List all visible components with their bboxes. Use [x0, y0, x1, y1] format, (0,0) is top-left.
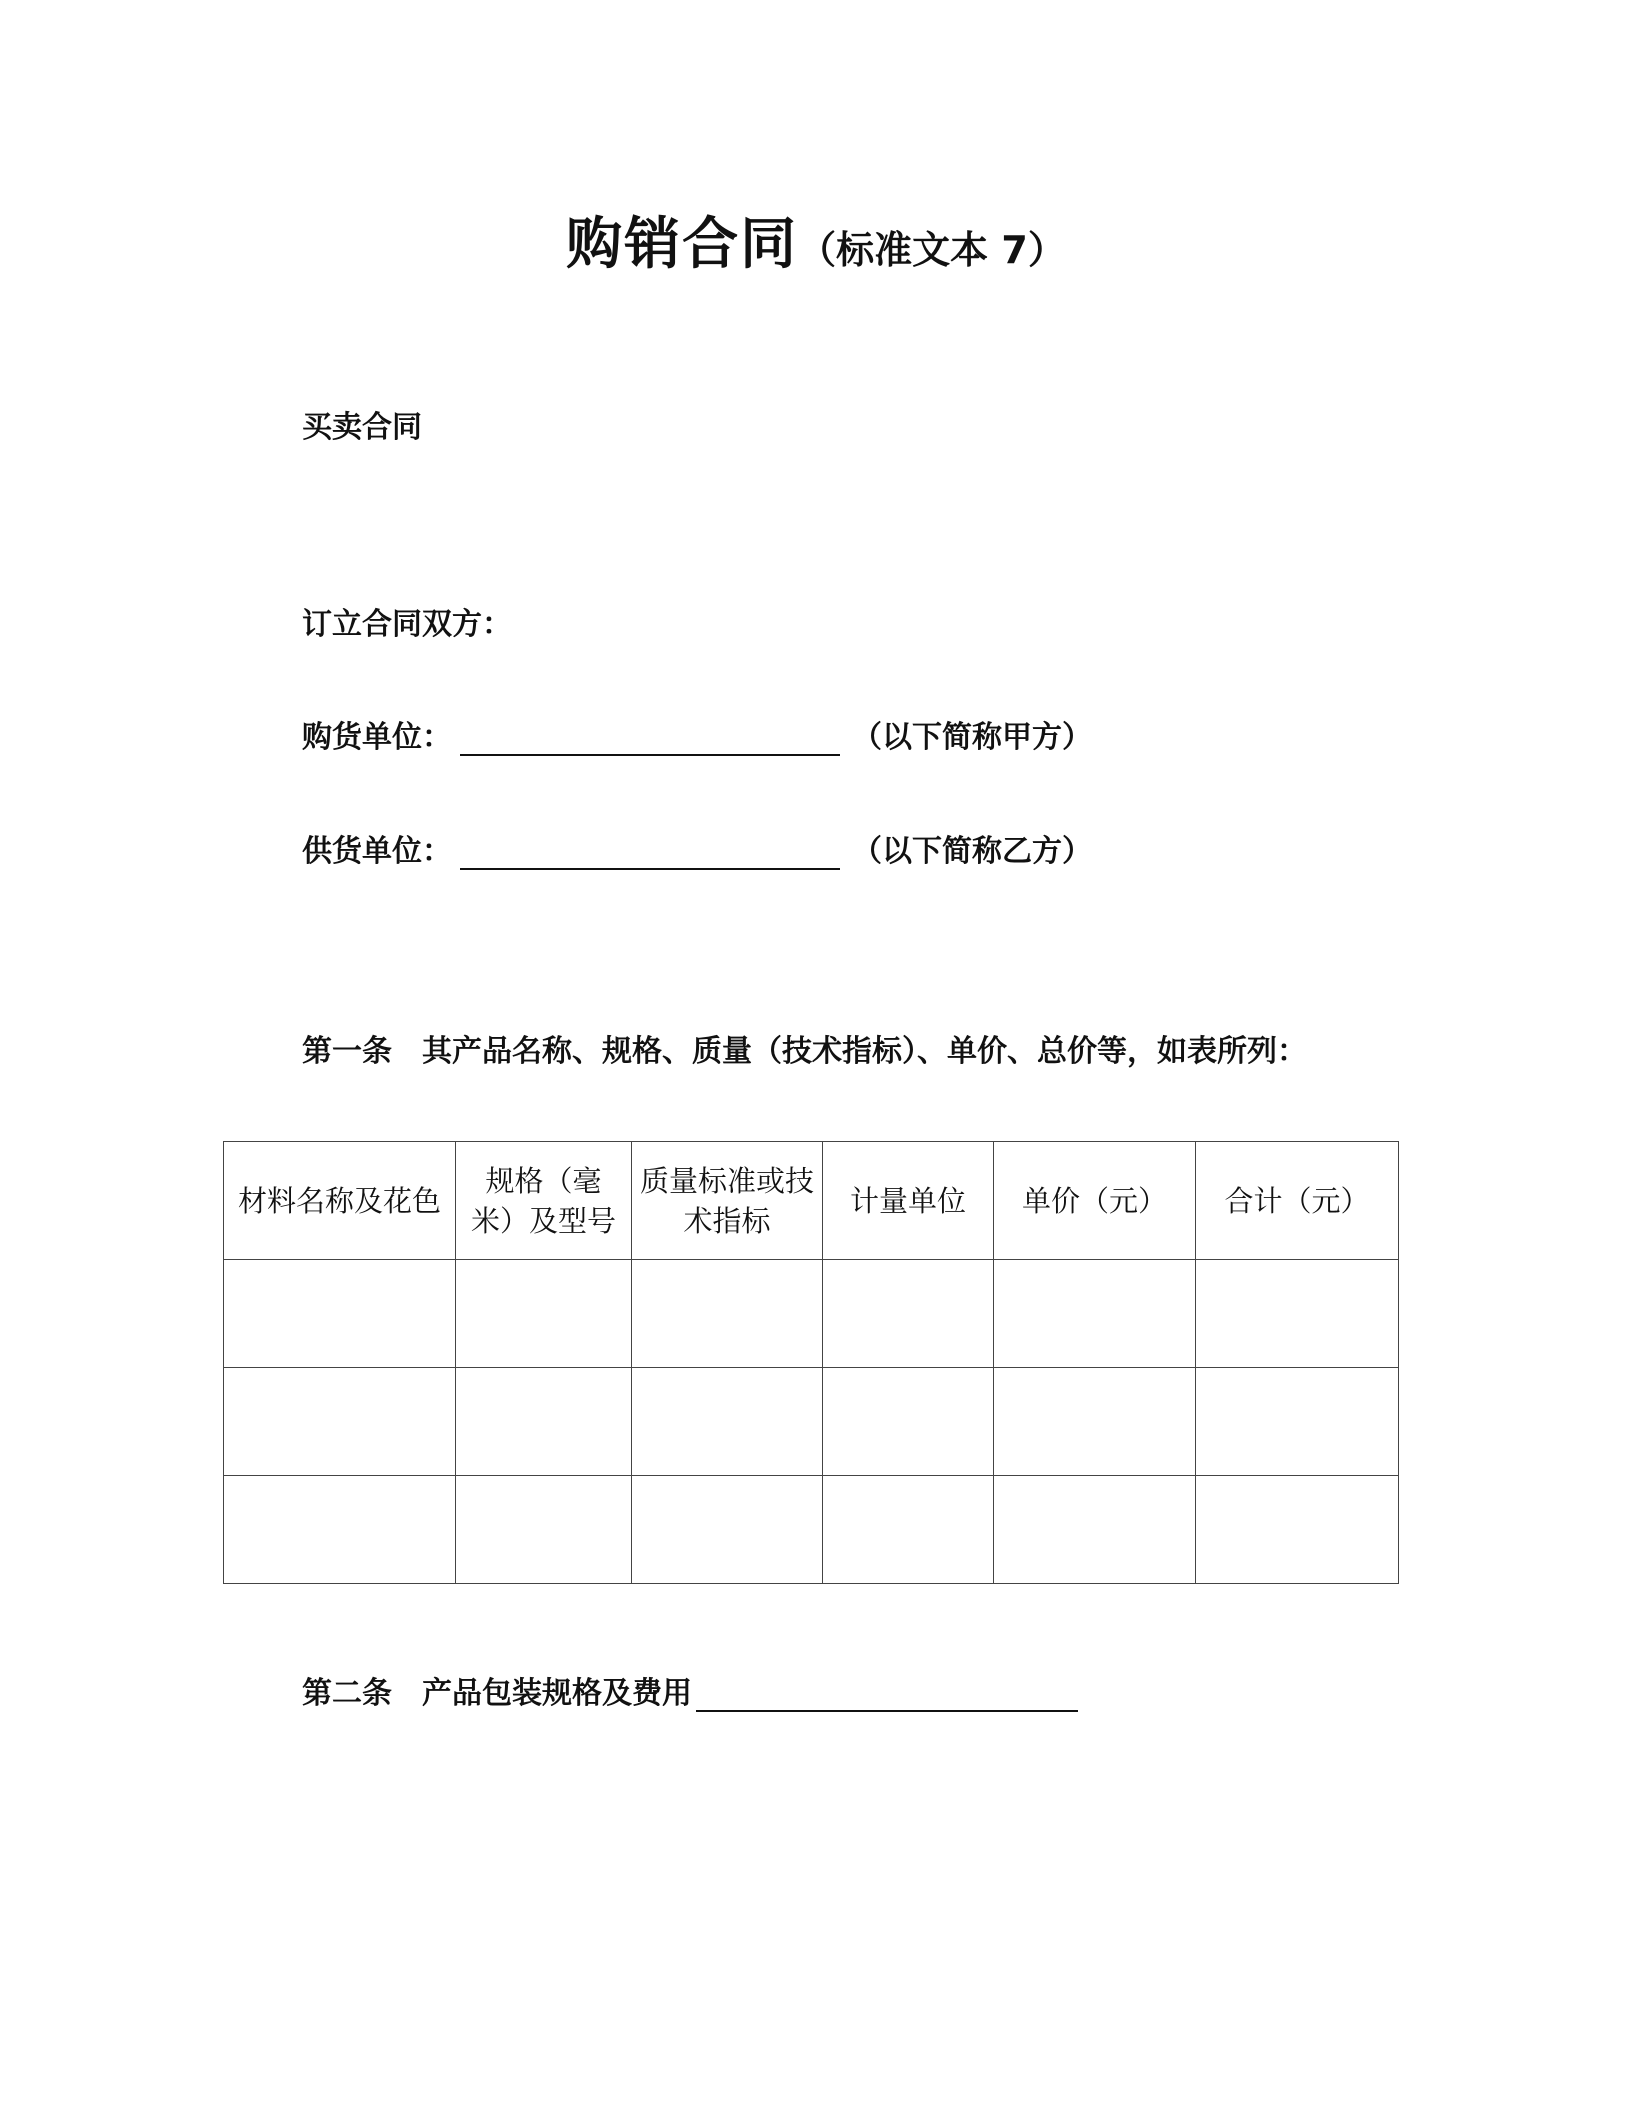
title-version: （标准文本 7） — [798, 228, 1066, 272]
table-cell[interactable] — [456, 1368, 632, 1476]
header-quality-standard: 质量标准或技术指标 — [632, 1142, 823, 1260]
buyer-label: 购货单位： — [302, 720, 452, 755]
table-cell[interactable] — [632, 1476, 823, 1584]
table-row — [224, 1368, 1399, 1476]
article-2: 第二条 产品包装规格及费用 — [302, 1676, 692, 1711]
header-total: 合计（元） — [1196, 1142, 1399, 1260]
title-main: 购销合同 — [566, 212, 799, 277]
table-cell[interactable] — [994, 1368, 1196, 1476]
packaging-fee-field[interactable] — [696, 1676, 1078, 1712]
seller-note: （以下简称乙方） — [852, 834, 1092, 869]
article-2-line — [302, 1668, 1078, 1712]
table-cell[interactable] — [632, 1260, 823, 1368]
table-row — [224, 1476, 1399, 1584]
buyer-note: （以下简称甲方） — [852, 720, 1092, 755]
buyer-line — [302, 712, 1092, 756]
seller-label: 供货单位： — [302, 834, 452, 869]
table-cell[interactable] — [632, 1368, 823, 1476]
table-cell[interactable] — [1196, 1260, 1399, 1368]
article-1: 第一条 其产品名称、规格、质量（技术指标）、单价、总价等，如表所列： — [302, 1034, 1307, 1069]
contract-title — [0, 200, 1632, 280]
header-spec-model: 规格（毫米）及型号 — [456, 1142, 632, 1260]
table-cell[interactable] — [224, 1368, 456, 1476]
table-cell[interactable] — [823, 1368, 994, 1476]
table-cell[interactable] — [224, 1476, 456, 1584]
table-cell[interactable] — [823, 1476, 994, 1584]
table-cell[interactable] — [823, 1260, 994, 1368]
header-unit: 计量单位 — [823, 1142, 994, 1260]
subtitle: 买卖合同 — [302, 410, 422, 445]
table-cell[interactable] — [994, 1260, 1196, 1368]
seller-line — [302, 826, 1092, 870]
table-header-row — [224, 1142, 1399, 1260]
table-cell[interactable] — [994, 1476, 1196, 1584]
buyer-field[interactable] — [460, 720, 840, 756]
header-unit-price: 单价（元） — [994, 1142, 1196, 1260]
header-material-name: 材料名称及花色 — [224, 1142, 456, 1260]
table-cell[interactable] — [1196, 1368, 1399, 1476]
table-row — [224, 1260, 1399, 1368]
seller-field[interactable] — [460, 834, 840, 870]
table-cell[interactable] — [224, 1260, 456, 1368]
table-cell[interactable] — [1196, 1476, 1399, 1584]
table-cell[interactable] — [456, 1260, 632, 1368]
product-table — [223, 1141, 1399, 1584]
parties-heading: 订立合同双方： — [302, 607, 512, 642]
table-cell[interactable] — [456, 1476, 632, 1584]
